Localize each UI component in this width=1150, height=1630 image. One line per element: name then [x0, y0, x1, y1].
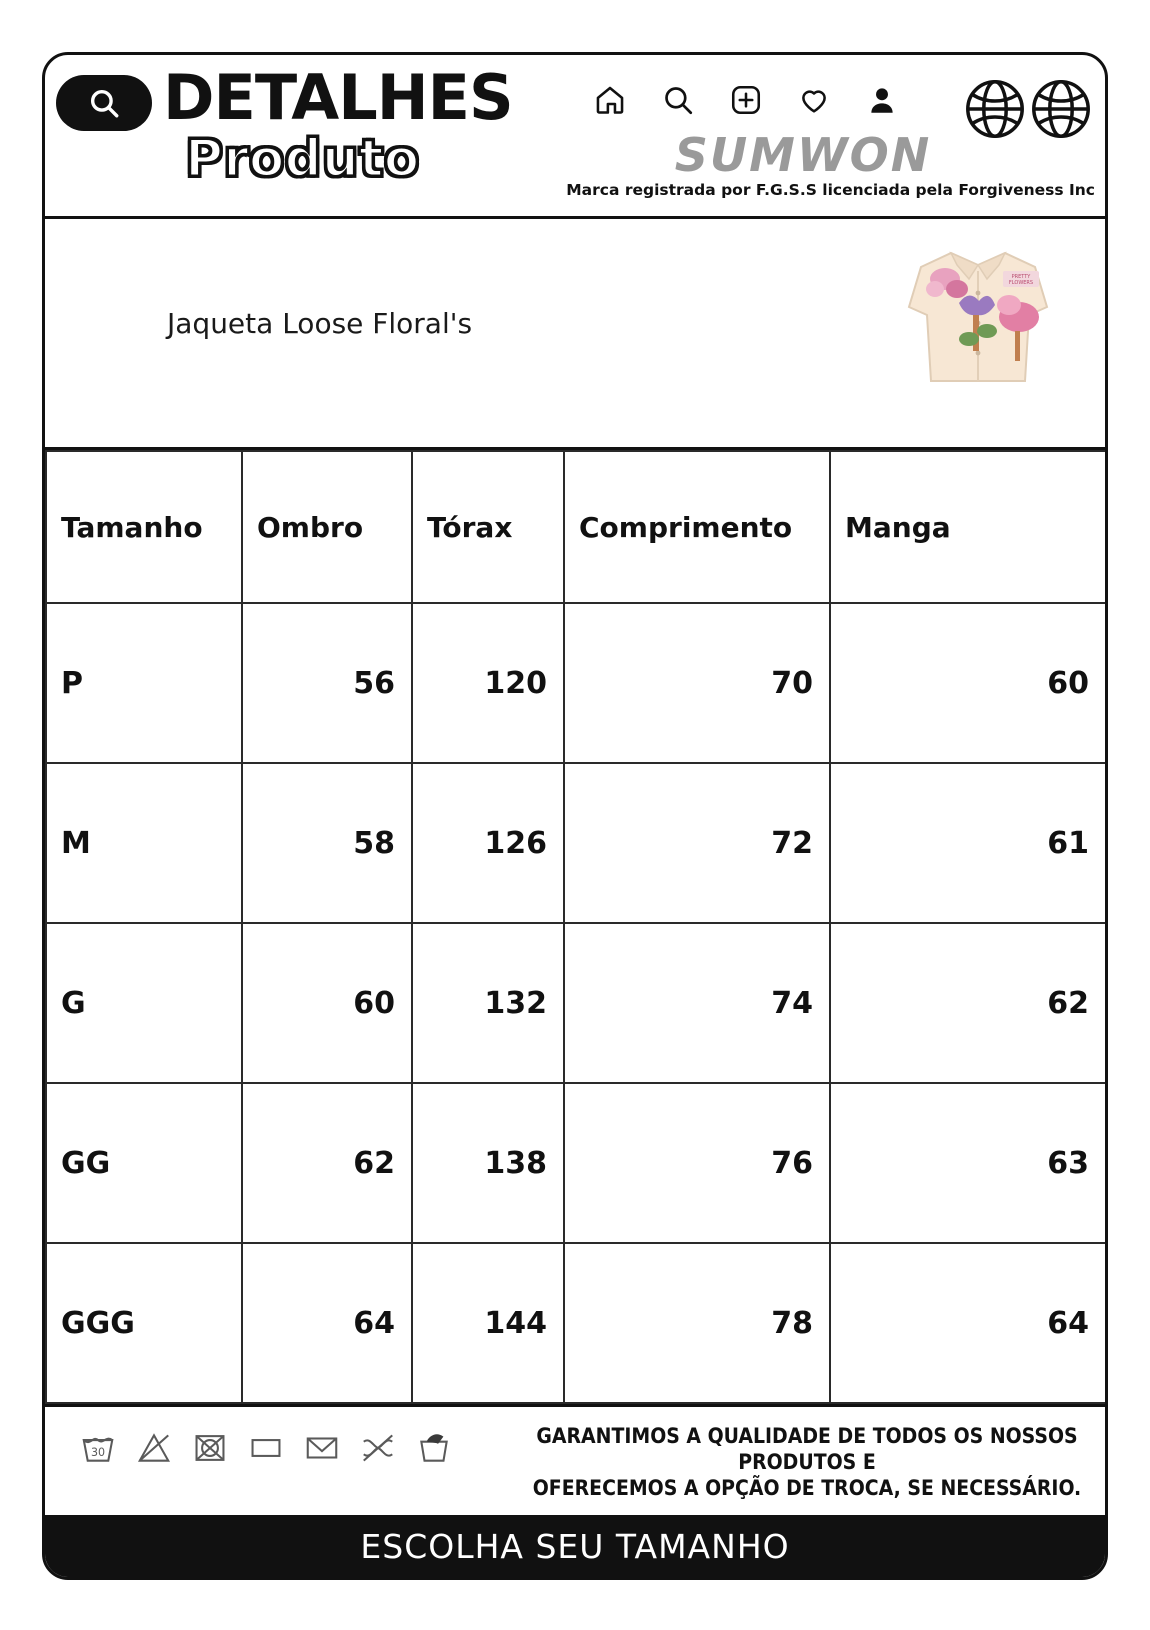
cell-torax: 138 [412, 1083, 564, 1243]
column-header-manga: Manga [830, 451, 1106, 603]
guarantee-line-2: OFERECEMOS A OPÇÃO DE TROCA, SE NECESSÁRIO. [532, 1476, 1082, 1500]
cell-comprimento: 76 [564, 1083, 830, 1243]
guarantee-line-1: GARANTIMOS A QUALIDADE DE TODOS OS NOSSOS PRODUTOS E [536, 1424, 1078, 1474]
no-wring-icon [359, 1429, 397, 1471]
cell-ombro: 58 [242, 763, 412, 923]
cell-size: G [46, 923, 242, 1083]
svg-text:PRETTY: PRETTY [1011, 274, 1031, 280]
cell-ombro: 62 [242, 1083, 412, 1243]
cell-comprimento: 74 [564, 923, 830, 1083]
nav-icon-row [593, 83, 899, 117]
heart-icon[interactable] [797, 83, 831, 117]
cell-comprimento: 72 [564, 763, 830, 923]
svg-text:FLOWERS: FLOWERS [1008, 280, 1034, 286]
brand-legal-text: Marca registrada por F.G.S.S licenciada pela Forgiveness Inc [566, 181, 1095, 199]
cell-manga: 64 [830, 1243, 1106, 1403]
cell-ombro: 64 [242, 1243, 412, 1403]
globe-icon[interactable] [1029, 77, 1093, 145]
footer [45, 1404, 1105, 1500]
header [45, 55, 1105, 219]
search-icon [87, 86, 121, 120]
home-icon[interactable] [593, 83, 627, 117]
hand-wash-icon [415, 1429, 453, 1471]
column-header-ombro: Ombro [242, 451, 412, 603]
cell-manga: 60 [830, 603, 1106, 763]
cell-ombro: 56 [242, 603, 412, 763]
size-table [45, 450, 1107, 1404]
globe-icons [963, 77, 1093, 145]
search-button[interactable] [56, 75, 152, 131]
brand-name: SUMWON [674, 128, 932, 182]
guarantee-text [527, 1423, 1087, 1501]
cell-size: M [46, 763, 242, 923]
no-bleach-icon [135, 1429, 173, 1471]
cell-ombro: 60 [242, 923, 412, 1083]
search-icon[interactable] [661, 83, 695, 117]
title-sub: Produto [185, 129, 420, 189]
cell-manga: 61 [830, 763, 1106, 923]
product-section [45, 219, 1105, 450]
brand-block [633, 128, 973, 182]
table-header-row [46, 451, 1106, 603]
cell-torax: 132 [412, 923, 564, 1083]
wash-icon [79, 1429, 117, 1471]
cell-torax: 126 [412, 763, 564, 923]
cell-comprimento: 78 [564, 1243, 830, 1403]
person-icon[interactable] [865, 83, 899, 117]
no-tumble-dry-icon [191, 1429, 229, 1471]
care-icon-row [79, 1429, 453, 1471]
title-main: DETALHES [163, 61, 513, 134]
cell-size: P [46, 603, 242, 763]
table-row[interactable] [46, 763, 1106, 923]
iron-icon [247, 1429, 285, 1471]
table-row[interactable] [46, 1243, 1106, 1403]
cell-size: GGG [46, 1243, 242, 1403]
table-row[interactable] [46, 923, 1106, 1083]
choose-size-button[interactable]: ESCOLHA SEU TAMANHO [45, 1515, 1105, 1577]
column-header-torax: Tórax [412, 451, 564, 603]
plus-circle-icon[interactable] [729, 83, 763, 117]
cell-manga: 62 [830, 923, 1106, 1083]
table-row[interactable] [46, 603, 1106, 763]
no-dry-clean-icon [303, 1429, 341, 1471]
cell-torax: 144 [412, 1243, 564, 1403]
column-header-comprimento: Comprimento [564, 451, 830, 603]
svg-text:30: 30 [90, 1445, 106, 1459]
product-image [873, 231, 1083, 401]
column-header-tamanho: Tamanho [46, 451, 242, 603]
product-name: Jaqueta Loose Floral's [167, 307, 473, 340]
cell-torax: 120 [412, 603, 564, 763]
table-row[interactable] [46, 1083, 1106, 1243]
page-title [163, 61, 593, 189]
cell-manga: 63 [830, 1083, 1106, 1243]
product-details-card [42, 52, 1108, 1580]
cell-comprimento: 70 [564, 603, 830, 763]
cell-size: GG [46, 1083, 242, 1243]
